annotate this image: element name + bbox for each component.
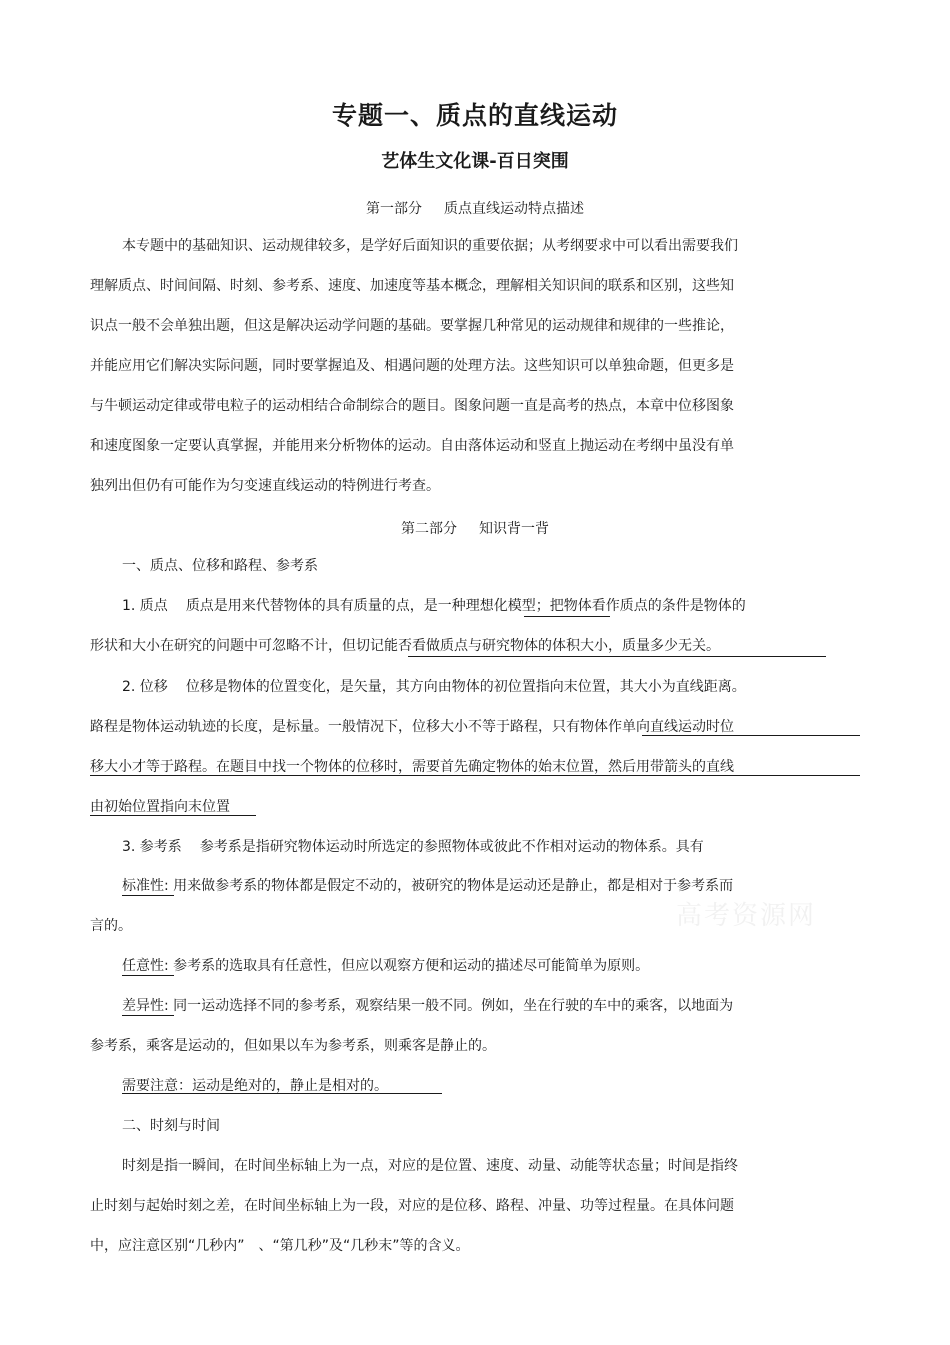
- p1-line-1: [122, 597, 746, 615]
- p3-text: 参考系是指研究物体运动时所选定的参照物体或彼此不作相对运动的物体系。具有: [199, 839, 704, 855]
- intro-line: 独列出但仍有可能作为匀变速直线运动的特例进行考查。: [90, 478, 440, 494]
- p3-label: 3. 参考系: [122, 839, 182, 855]
- difference-text: 同一运动选择不同的参考系，观察结果一般不同。例如，坐在行驶的车中的乘客，以地面为: [173, 998, 734, 1014]
- arbitrary-label: 任意性:: [122, 958, 169, 974]
- p1-text: 质点是用来代替物体的具有质量的点，是一种理想化模型；把物体看作质点的条件是物体的: [185, 598, 746, 614]
- section-heading-1: 一、质点、位移和路程、参考系: [122, 558, 318, 574]
- underline: [90, 815, 256, 816]
- p3-line-1: [122, 838, 704, 856]
- section-heading-2: 二、时刻与时间: [122, 1118, 220, 1134]
- p1-line-2: 形状和大小在研究的问题中可忽略不计，但切记能否看做质点与研究物体的体积大小，质量多少无关。: [90, 638, 720, 654]
- intro-line: 识点一般不会单独出题，但这是解决运动学问题的基础。要掌握几种常见的运动规律和规律的一些推论，: [90, 318, 734, 334]
- standard-text: 用来做参考系的物体都是假定不动的，被研究的物体是运动还是静止，都是相对于参考系而: [173, 878, 734, 894]
- part1-name: 质点直线运动特点描述: [444, 201, 584, 217]
- watermark: 高考资源网: [676, 901, 817, 931]
- standard-label: 标准性:: [122, 878, 169, 894]
- p2-line-1: [122, 678, 746, 696]
- underline: [408, 656, 826, 657]
- difference-line: [122, 997, 733, 1015]
- underline: [122, 1015, 174, 1016]
- p2-line-2: 路程是物体运动轨迹的长度，是标量。一般情况下，位移大小不等于路程，只有物体作单向直线运动时位: [90, 719, 734, 735]
- intro-line: 本专题中的基础知识、运动规律较多，是学好后面知识的重要依据；从考纲要求中可以看出需要我们: [122, 238, 738, 254]
- underline: [90, 775, 860, 776]
- underline: [122, 895, 174, 896]
- intro-line: 与牛顿运动定律或带电粒子的运动相结合命制综合的题目。图象问题一直是高考的热点，本章中位移图象: [90, 398, 734, 414]
- note-line: 需要注意：运动是绝对的，静止是相对的。: [122, 1078, 388, 1094]
- underline: [524, 616, 610, 617]
- p2-line-4: 由初始位置指向末位置: [90, 799, 230, 815]
- time-line: 中，应注意区别“几秒内” 、“第几秒”及“几秒末”等的含义。: [90, 1238, 470, 1254]
- p2-line-3: 移大小才等于路程。在题目中找一个物体的位移时，需要首先确定物体的始末位置，然后用带箭头的直线: [90, 759, 734, 775]
- underline: [642, 735, 860, 736]
- part2-number: 第二部分: [401, 521, 457, 537]
- standard-line-2: 言的。: [90, 918, 132, 934]
- p2-label: 2. 位移: [122, 679, 168, 695]
- part1-heading: [0, 198, 950, 218]
- underline: [122, 1093, 442, 1094]
- intro-line: 和速度图象一定要认真掌握，并能用来分析物体的运动。自由落体运动和竖直上抛运动在考纲中虽没有单: [90, 438, 734, 454]
- arbitrary-text: 参考系的选取具有任意性，但应以观察方便和运动的描述尽可能简单为原则。: [173, 958, 650, 974]
- time-line: 止时刻与起始时刻之差，在时间坐标轴上为一段，对应的是位移、路程、冲量、功等过程量。在具体问题: [90, 1198, 734, 1214]
- standard-line: [122, 877, 733, 895]
- difference-line-2: 参考系，乘客是运动的，但如果以车为参考系，则乘客是静止的。: [90, 1038, 496, 1054]
- part2-heading: [0, 518, 950, 538]
- p2-text: 位移是物体的位置变化，是矢量，其方向由物体的初位置指向末位置，其大小为直线距离。: [185, 679, 746, 695]
- underline: [122, 975, 174, 976]
- time-line: 时刻是指一瞬间，在时间坐标轴上为一点，对应的是位置、速度、动量、动能等状态量；时间是指终: [122, 1158, 738, 1174]
- page-title: 专题一、质点的直线运动: [331, 101, 618, 130]
- difference-label: 差异性:: [122, 998, 169, 1014]
- page-subtitle: 艺体生文化课-百日突围: [381, 151, 569, 172]
- arbitrary-line: [122, 957, 649, 975]
- part2-name: 知识背一背: [479, 521, 549, 537]
- p1-label: 1. 质点: [122, 598, 168, 614]
- intro-line: 并能应用它们解决实际问题，同时要掌握追及、相遇问题的处理方法。这些知识可以单独命题，但更多是: [90, 358, 734, 374]
- part1-number: 第一部分: [366, 201, 422, 217]
- intro-line: 理解质点、时间间隔、时刻、参考系、速度、加速度等基本概念，理解相关知识间的联系和区别，这些知: [90, 278, 734, 294]
